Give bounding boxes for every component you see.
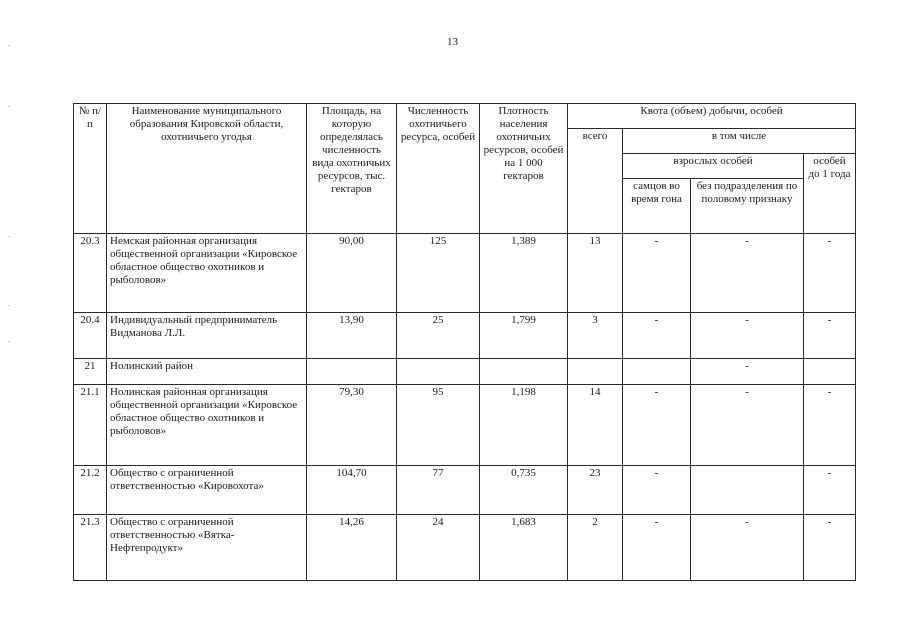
row-nosex: -: [691, 385, 804, 466]
header-total: всего: [568, 129, 623, 234]
margin-mark: .: [8, 335, 10, 344]
row-density: 1,198: [480, 385, 568, 466]
table-row: [74, 234, 856, 313]
header-num: № п/п: [74, 104, 107, 234]
row-males: -: [623, 385, 691, 466]
row-under1: -: [804, 313, 856, 359]
row-name: Индивидуальный предприниматель Видманова Л.Л.: [107, 313, 307, 359]
table-row: [74, 359, 856, 385]
row-total: 13: [568, 234, 623, 313]
row-total: 2: [568, 515, 623, 581]
row-males: -: [623, 234, 691, 313]
row-area: [307, 359, 397, 385]
margin-mark: .: [8, 39, 10, 48]
row-num: 21.1: [74, 385, 107, 466]
row-total: 3: [568, 313, 623, 359]
header-under1: особей до 1 года: [804, 154, 856, 234]
header-nosex: без подразделения по половому признаку: [691, 179, 804, 234]
row-nosex: -: [691, 359, 804, 385]
header-name: Наименование муниципального образования Кировской области, охотничьего угодья: [107, 104, 307, 234]
row-count: 125: [397, 234, 480, 313]
row-density: 1,389: [480, 234, 568, 313]
margin-mark: .: [8, 299, 10, 308]
row-under1: -: [804, 385, 856, 466]
row-total: 23: [568, 466, 623, 515]
margin-mark: .: [8, 230, 10, 239]
row-total: [568, 359, 623, 385]
header-area: Площадь, на которую определялась численность вида охотничьих ресурсов, тыс. гектаров: [307, 104, 397, 234]
row-name: Общество с ограниченной ответственностью «Вятка-Нефтепродукт»: [107, 515, 307, 581]
row-nosex: -: [691, 515, 804, 581]
row-area: 14,26: [307, 515, 397, 581]
row-density: 1,683: [480, 515, 568, 581]
header-row: [74, 104, 856, 129]
row-num: 21.2: [74, 466, 107, 515]
row-area: 13,90: [307, 313, 397, 359]
row-under1: -: [804, 234, 856, 313]
row-num: 21: [74, 359, 107, 385]
header-quota: Квота (объем) добычи, особей: [568, 104, 856, 129]
header-adult: взрослых особей: [623, 154, 804, 179]
row-density: 1,799: [480, 313, 568, 359]
table-row: [74, 313, 856, 359]
row-density: 0,735: [480, 466, 568, 515]
row-males: -: [623, 515, 691, 581]
row-under1: -: [804, 466, 856, 515]
row-area: 104,70: [307, 466, 397, 515]
row-under1: [804, 359, 856, 385]
row-count: 77: [397, 466, 480, 515]
header-including: в том числе: [623, 129, 856, 154]
row-area: 90,00: [307, 234, 397, 313]
row-count: 25: [397, 313, 480, 359]
row-count: 95: [397, 385, 480, 466]
row-name: Нолинский район: [107, 359, 307, 385]
margin-mark: .: [8, 100, 10, 109]
row-count: 24: [397, 515, 480, 581]
row-total: 14: [568, 385, 623, 466]
row-under1: -: [804, 515, 856, 581]
row-density: [480, 359, 568, 385]
row-num: 20.3: [74, 234, 107, 313]
row-num: 21.3: [74, 515, 107, 581]
table-row: [74, 466, 856, 515]
table-row: [74, 515, 856, 581]
page-number: 13: [447, 36, 458, 48]
row-nosex: -: [691, 313, 804, 359]
header-males: самцов во время гона: [623, 179, 691, 234]
row-nosex: [691, 466, 804, 515]
row-males: -: [623, 466, 691, 515]
row-num: 20.4: [74, 313, 107, 359]
row-name: Общество с ограниченной ответственностью «Кировохота»: [107, 466, 307, 515]
quota-table: [73, 103, 856, 581]
row-count: [397, 359, 480, 385]
row-nosex: -: [691, 234, 804, 313]
row-area: 79,30: [307, 385, 397, 466]
row-name: Немская районная организация общественной организации «Кировское областное общество охотников и рыболовов»: [107, 234, 307, 313]
row-males: -: [623, 313, 691, 359]
header-count: Численность охотничьего ресурса, особей: [397, 104, 480, 234]
table-row: [74, 385, 856, 466]
row-males: [623, 359, 691, 385]
row-name: Нолинская районная организация общественной организации «Кировское областное общество охотников и рыболовов»: [107, 385, 307, 466]
header-density: Плотность населения охотничьих ресурсов, особей на 1 000 гектаров: [480, 104, 568, 234]
